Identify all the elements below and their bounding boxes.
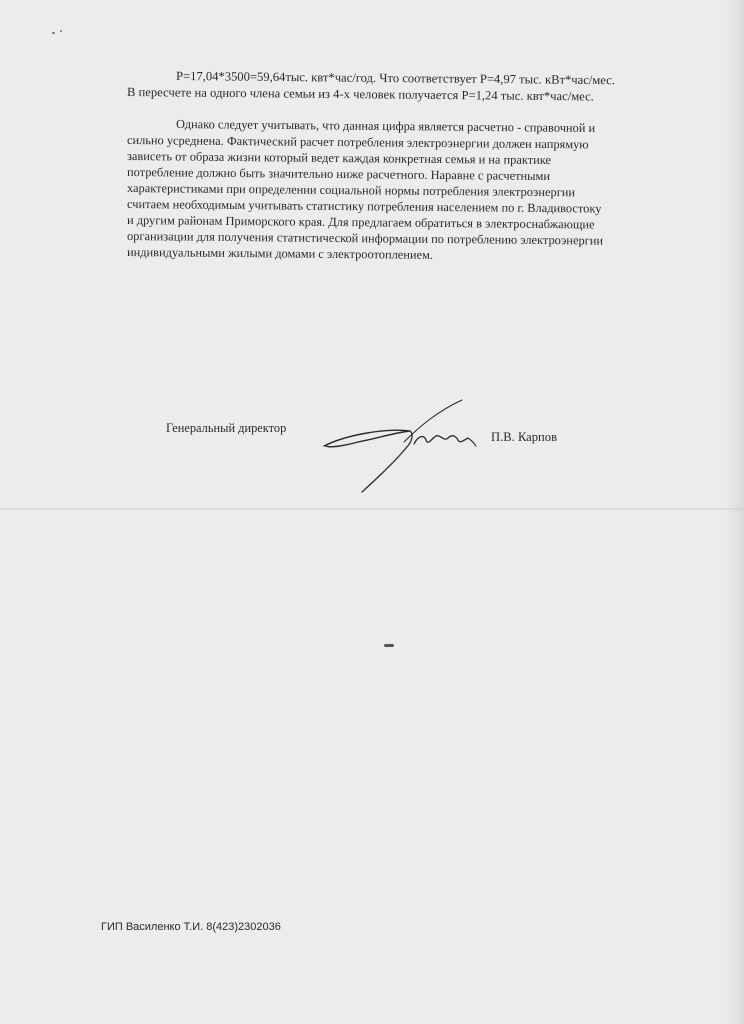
scan-speck: [52, 32, 55, 34]
signatory-title: Генеральный директор: [166, 421, 287, 435]
footer-contact: ГИП Василенко Т.И. 8(423)2302036: [101, 921, 281, 933]
formula-line-per-person: В пересчете на одного члена семьи из 4-х человек получается P=1,24 тыс. квт*час/мес.: [126, 85, 594, 104]
scan-smudge: [384, 644, 394, 647]
signatory-name: П.В. Карпов: [491, 430, 558, 444]
scan-edge-shadow: [726, 0, 744, 1024]
paragraph-line: Однако следует учитывать, что данная цифра является расчетно - справочной и: [175, 117, 596, 136]
paragraph-line: и другим районам Приморского края. Для предлагаем обратиться в электроснабжающие: [126, 213, 595, 232]
paragraph-line: считаем необходимым учитывать статистику потребления населением по г. Владивостоку: [126, 197, 602, 216]
paragraph-line: характеристиками при определении социальной нормы потребления электроэнергии: [126, 181, 576, 200]
handwritten-signature: [318, 398, 488, 498]
formula-line-annual: P=17,04*3500=59,64тыс. квт*час/год. Что соответствует P=4,97 тыс. кВт*час/мес.: [175, 69, 616, 88]
paragraph-line: потребление должно быть значительно ниже расчетного. Наравне с расчетными: [126, 165, 551, 184]
paragraph-line: индивидуальными жилыми домами с электроотоплением.: [126, 245, 434, 262]
paragraph-line: сильно усреднена. Фактический расчет потребления электроэнергии должен напрямую: [126, 133, 589, 152]
paragraph-line: зависеть от образа жизни который ведет каждая конкретная семья и на практике: [126, 149, 552, 168]
scan-fold-line: [0, 508, 744, 511]
paragraph-line: организации для получения статистической информации по потреблению электроэнергии: [126, 229, 604, 248]
scan-speck: [60, 30, 62, 32]
